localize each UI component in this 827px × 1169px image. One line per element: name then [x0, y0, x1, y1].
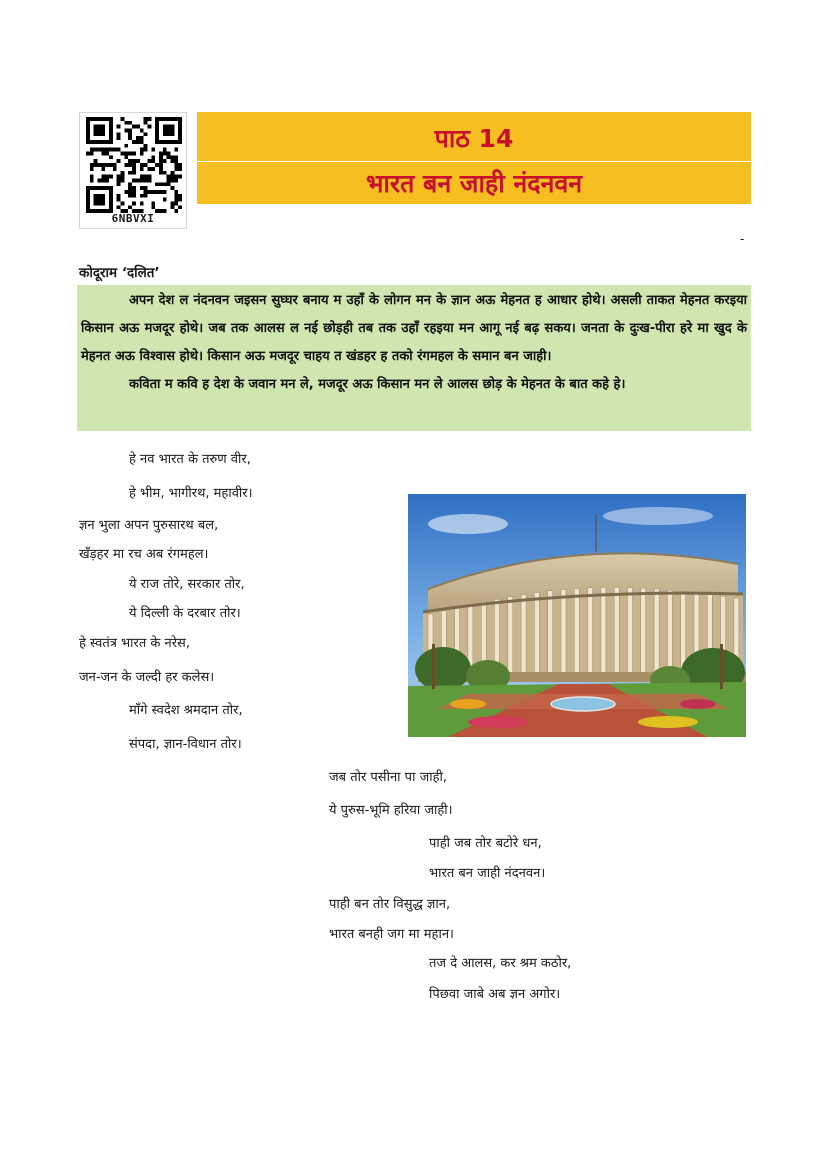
- poem-line: तज दे आलस, कर श्रम कठोर,: [429, 956, 572, 971]
- poem-line: खँड़हर मा रच अब रंगमहल।: [79, 547, 209, 562]
- author-name: कोदूराम ‘दलित’: [79, 265, 160, 281]
- poem-line: हे नव भारत के तरुण वीर,: [129, 452, 251, 467]
- banner-divider: [197, 161, 751, 162]
- lesson-number: पाठ 14: [434, 124, 514, 153]
- qr-code-text: 6NBVXI: [111, 212, 155, 225]
- stray-mark: -: [740, 232, 745, 246]
- qr-code-block[interactable]: [79, 112, 187, 229]
- poem-line: जब तोर पसीना पा जाही,: [329, 770, 447, 785]
- parliament-photo: [408, 494, 746, 737]
- poem-line: पिछवा जाबे अब ज्ञन अगोर।: [429, 987, 561, 1002]
- poem-line: जन-जन के जल्दी हर कलेस।: [79, 670, 215, 685]
- poem-line: ज्ञन भुला अपन पुरुसारथ बल,: [79, 518, 219, 533]
- poem-line: पाही जब तोर बटोरे धन,: [429, 836, 542, 851]
- poem-line: संपदा, ज्ञान-विधान तोर।: [129, 737, 242, 752]
- lesson-title: भारत बन जाही नंदनवन: [365, 169, 583, 198]
- poem-line: हे स्वतंत्र भारत के नरेस,: [79, 636, 190, 651]
- poem-line: ये राज तोरे, सरकार तोर,: [129, 577, 245, 592]
- title-banner: [197, 112, 751, 204]
- poem-line: पाही बन तोर विसुद्ध ज्ञान,: [329, 897, 451, 912]
- poem-line: भारत बन जाही नंदनवन।: [429, 866, 546, 881]
- qr-code-icon: [86, 117, 182, 213]
- poem-line: ये पुरुस-भूमि हरिया जाही।: [329, 803, 453, 818]
- poem-line: ये दिल्ली के दरबार तोर।: [129, 606, 241, 621]
- intro-paragraph-2: कविता म कवि ह देश के जवान मन ले, मजदूर अऊ किसान मन ले आलस छोड़ के मेहनत के बात कहे हे।: [129, 377, 626, 392]
- poem-line: हे भीम, भागीरथ, महावीर।: [129, 486, 253, 501]
- intro-paragraph-1: अपन देश ल नंदनवन जइसन सुघ्घर बनाय म उहाँ के लोगन मन के ज्ञान अऊ मेहनत ह आधार होथे। असली ताकत मेहनत करइया किसान अऊ मजदूर होथे। जब तक आलस ल नई छोड़ही तब तक उहाँ रहइया मन आगू नई बढ़ सकय। जनता के दुःख-पीरा हरे मा खुद के मेहनत अऊ विश्वास होथे। किसान अऊ मजदूर चाहय त खंडहर ह तको रंगमहल के समान बन जाही।: [81, 293, 747, 364]
- intro-summary-box: [77, 285, 751, 431]
- poem-line: माँगे स्वदेश श्रमदान तोर,: [129, 703, 243, 718]
- poem-line: भारत बनही जग मा महान।: [329, 927, 454, 942]
